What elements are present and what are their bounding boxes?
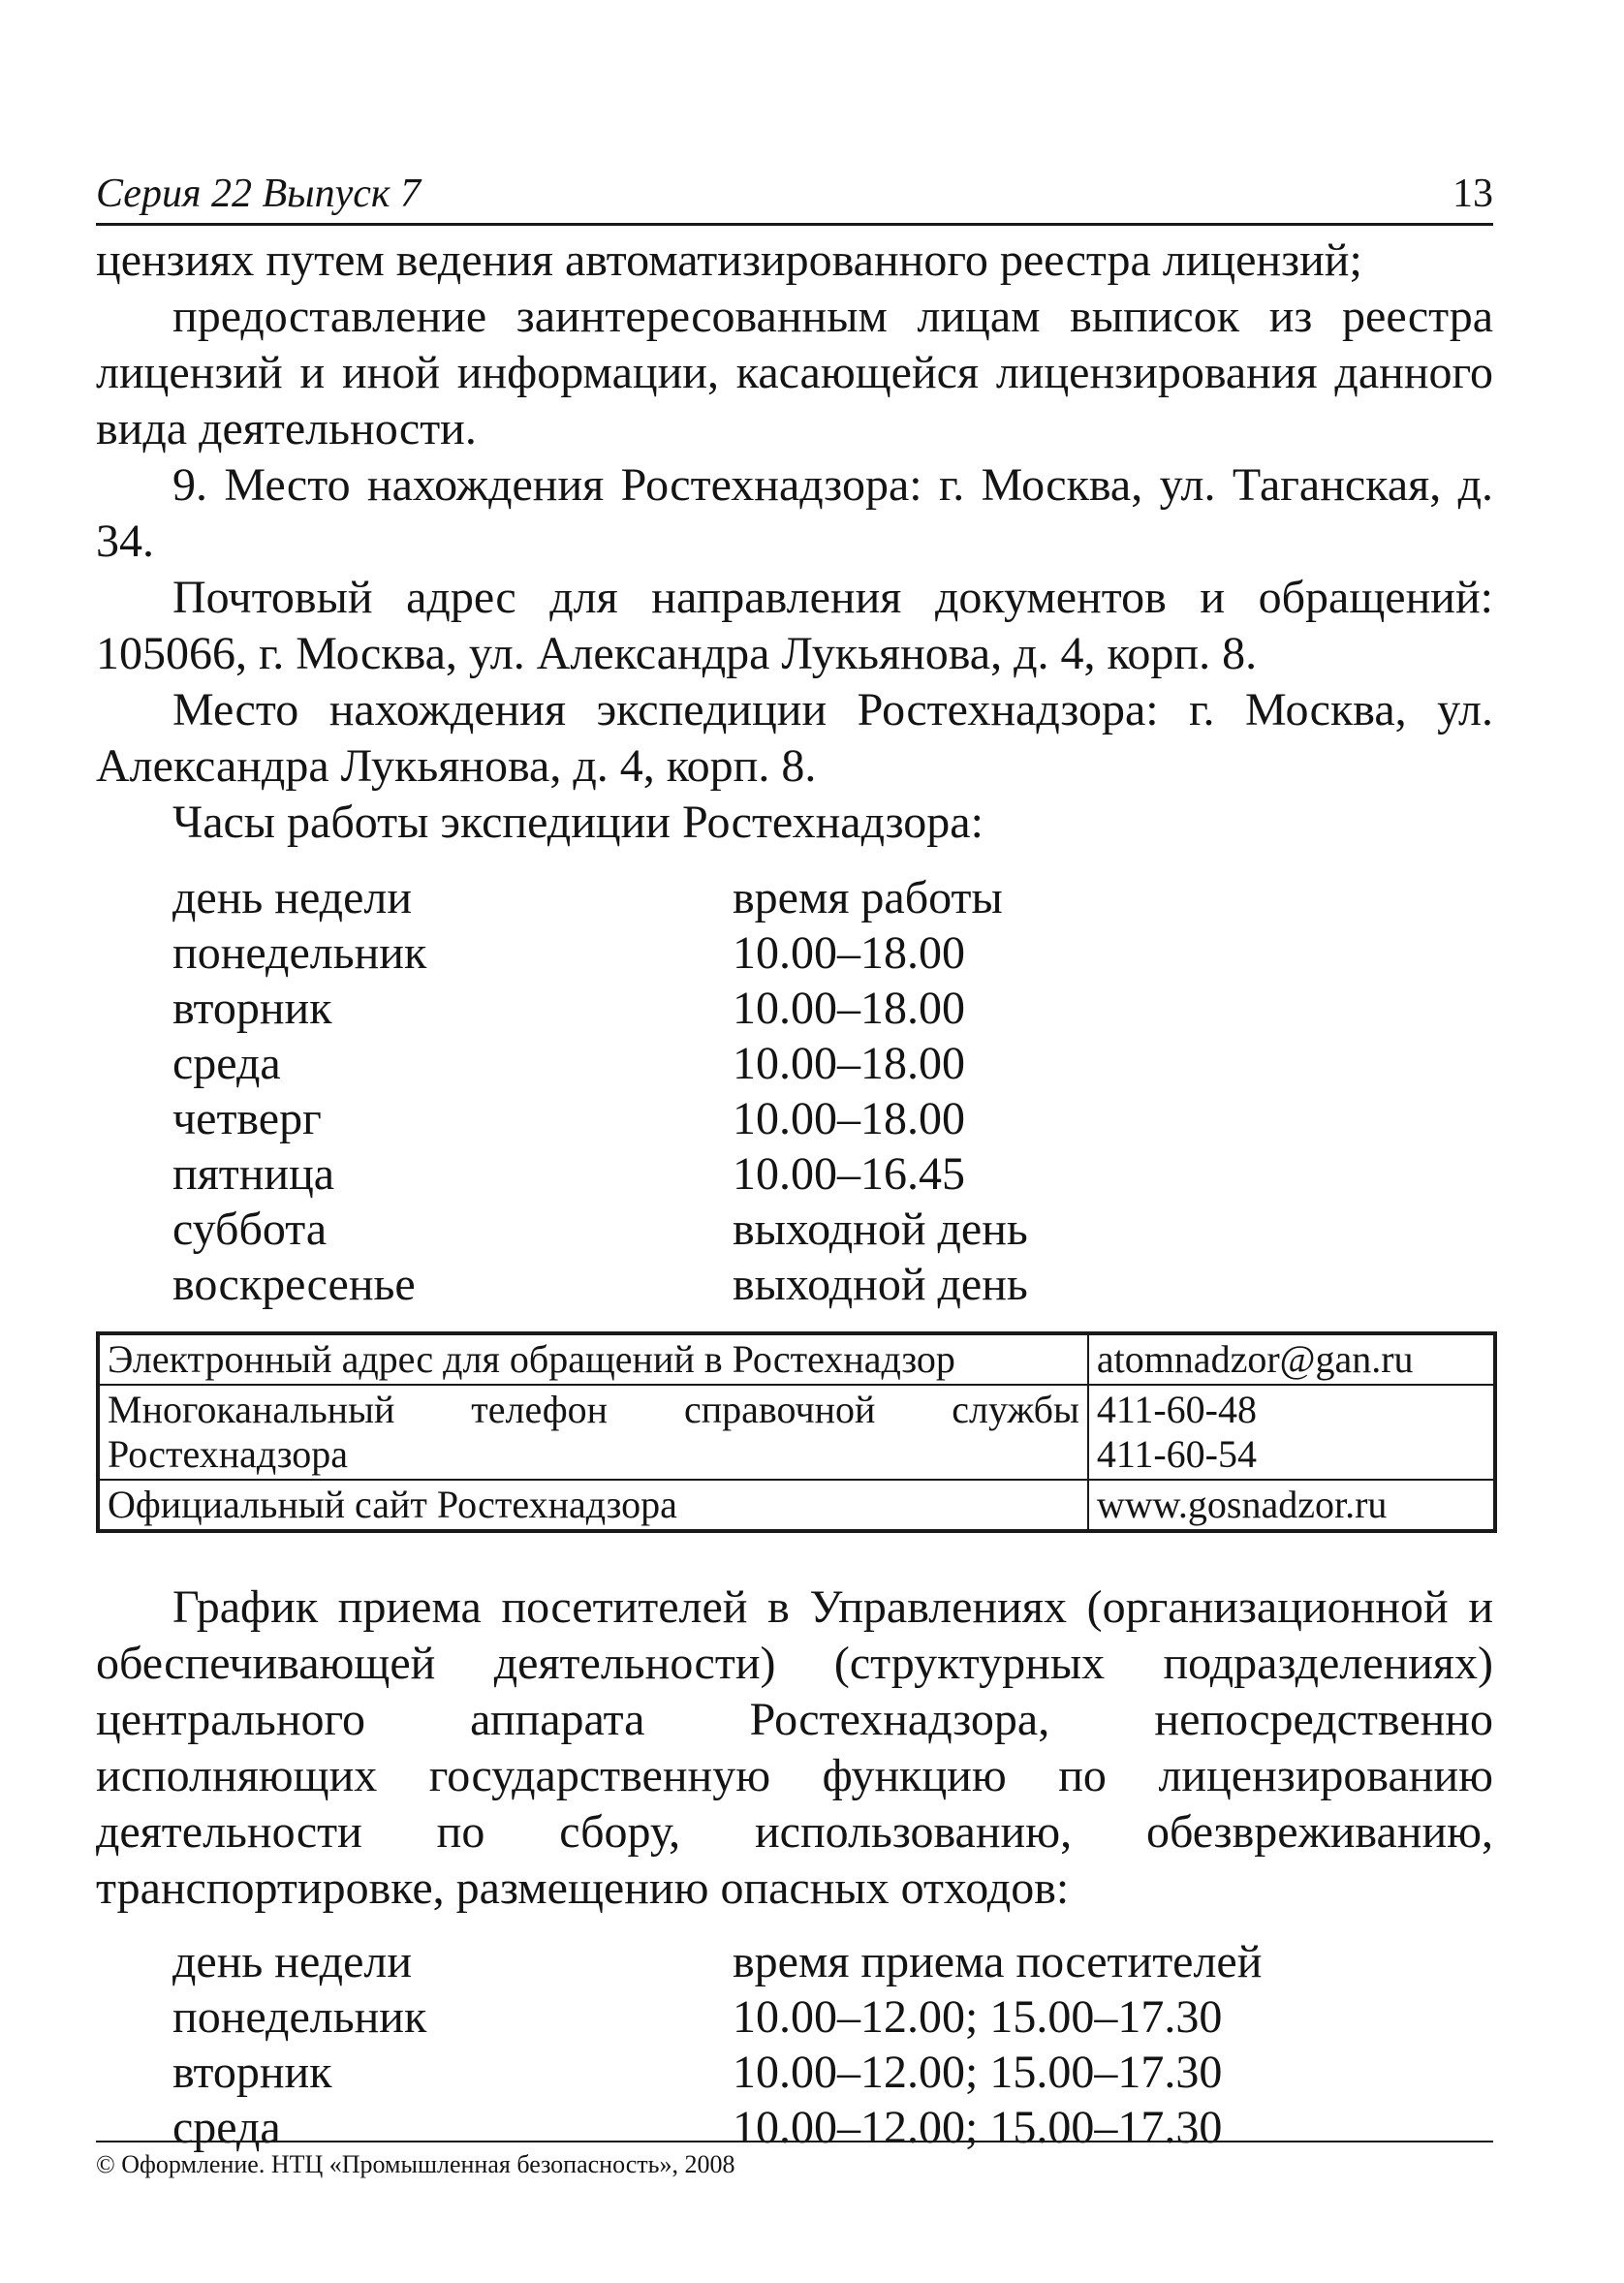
contact-phones	[1088, 1385, 1495, 1480]
schedule-header-time: время приема посетителей	[733, 1936, 1263, 1987]
schedule-day: среда	[172, 2102, 281, 2153]
schedule-time: 10.00–12.00; 15.00–17.30	[733, 2047, 1223, 2098]
paragraph: цензиях путем ведения автоматизированного реестра лицензий;	[96, 235, 1362, 286]
schedule-row	[172, 1091, 1432, 1146]
paragraph: Почтовый адрес для направления документов и обращений: 105066, г. Москва, ул. Александра Лукьянова, д. 4, корп. 8.	[96, 572, 1493, 679]
series-title: Серия 22 Выпуск 7	[96, 172, 421, 216]
paragraph: Часы работы экспедиции Ростехнадзора:	[172, 797, 984, 848]
schedule-day: пятница	[172, 1148, 335, 1200]
schedule-header-day: день недели	[172, 872, 413, 923]
schedule-row	[172, 1257, 1432, 1312]
schedule-header-row	[172, 1934, 1432, 1989]
contact-value[interactable]: www.gosnadzor.ru	[1096, 1483, 1388, 1526]
contact-value-2: 411-60-54	[1096, 1432, 1257, 1476]
contact-value: 411-60-48	[1096, 1388, 1257, 1431]
table-row	[98, 1480, 1495, 1531]
schedule-time: выходной день	[733, 1204, 1028, 1255]
schedule-day: четверг	[172, 1093, 322, 1144]
schedule-row	[172, 1989, 1432, 2045]
schedule-row	[172, 1036, 1432, 1091]
schedule-header-time: время работы	[733, 872, 1003, 923]
schedule-time: выходной день	[733, 1259, 1028, 1310]
running-header	[96, 167, 1493, 226]
schedule-row	[172, 1202, 1432, 1257]
paragraph: 9. Место нахождения Ростехнадзора: г. Москва, ул. Таганская, д. 34.	[96, 459, 1493, 567]
contact-label: Электронный адрес для обращений в Ростехнадзор	[98, 1333, 1088, 1385]
contacts-table	[96, 1331, 1497, 1533]
schedule-time: 10.00–18.00	[733, 1038, 965, 1089]
body-text	[96, 233, 1493, 851]
expedition-hours-schedule	[172, 870, 1432, 1312]
schedule-day: среда	[172, 1038, 281, 1089]
paragraph: График приема посетителей в Управлениях (организационной и обеспечивающей деятельности) (структурных подразделениях) центрального аппарата Ростехнадзора, непосредственно исполняющих государственную функцию по лицензированию деятельности по сбору, использованию, обезвреживанию, транспортировке, размещению опасных отходов:	[96, 1581, 1493, 1914]
schedule-header-row	[172, 870, 1432, 925]
contact-website[interactable]	[1088, 1480, 1495, 1531]
schedule-time: 10.00–12.00; 15.00–17.30	[733, 1991, 1223, 2043]
copyright-footer: © Оформление. НТЦ «Промышленная безопасность», 2008	[96, 2141, 1493, 2179]
page-number: 13	[1452, 172, 1493, 216]
schedule-day: воскресенье	[172, 1259, 416, 1310]
schedule-day: суббота	[172, 1204, 328, 1255]
body-text-lower	[96, 1579, 1493, 1917]
schedule-row	[172, 925, 1432, 981]
contact-label: Многоканальный телефон справочной службы Ростехнадзора	[98, 1385, 1088, 1480]
schedule-day: вторник	[172, 983, 332, 1034]
schedule-row	[172, 981, 1432, 1036]
visitor-reception-schedule	[172, 1934, 1432, 2155]
schedule-time: 10.00–16.45	[733, 1148, 965, 1200]
paragraph: Место нахождения экспедиции Ростехнадзора: г. Москва, ул. Александра Лукьянова, д. 4, корп. 8.	[96, 684, 1493, 792]
paragraph: предоставление заинтересованным лицам выписок из реестра лицензий и иной информации, касающейся лицензирования данного вида деятельности.	[96, 291, 1493, 454]
schedule-row	[172, 1146, 1432, 1202]
schedule-day: понедельник	[172, 927, 427, 979]
schedule-time: 10.00–12.00; 15.00–17.30	[733, 2102, 1223, 2153]
schedule-day: понедельник	[172, 1991, 427, 2043]
schedule-row	[172, 2045, 1432, 2100]
schedule-time: 10.00–18.00	[733, 983, 965, 1034]
contact-email[interactable]	[1088, 1333, 1495, 1385]
schedule-header-day: день недели	[172, 1936, 413, 1987]
schedule-day: вторник	[172, 2047, 332, 2098]
contact-value[interactable]: atomnadzor@gan.ru	[1096, 1337, 1414, 1381]
table-row	[98, 1333, 1495, 1385]
schedule-time: 10.00–18.00	[733, 1093, 965, 1144]
table-row	[98, 1385, 1495, 1480]
contact-label: Официальный сайт Ростехнадзора	[98, 1480, 1088, 1531]
schedule-time: 10.00–18.00	[733, 927, 965, 979]
